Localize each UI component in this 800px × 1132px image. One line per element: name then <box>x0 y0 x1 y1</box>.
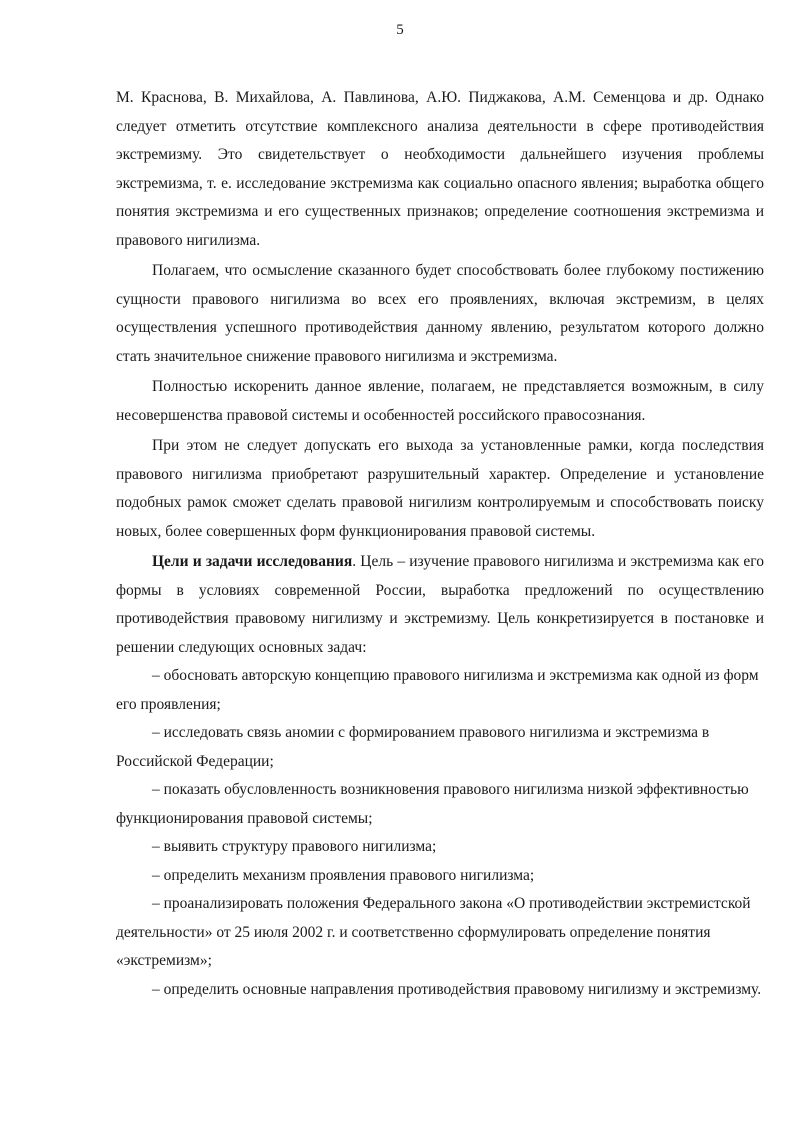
task-item: – определить механизм проявления правового нигилизма; <box>152 866 535 884</box>
task-item: – исследовать связь аномии с формированием правового нигилизма и экстремизма в Российской Федерации; <box>116 724 710 770</box>
document-body <box>116 84 764 1004</box>
paragraph: При этом не следует допускать его выхода за установленные рамки, когда последствия правового нигилизма приобретают разрушительный характер. Определение и установление подобных рамок сможет сделать правовой нигилизм контролируемым и способствовать поиску новых, более совершенных форм функционирования правовой системы. <box>116 437 764 540</box>
goals-heading: Цели и задачи исследования <box>152 553 353 570</box>
task-item: – определить основные направления противодействия правовому нигилизму и экстремизму. <box>152 980 762 998</box>
task-item: – выявить структуру правового нигилизма; <box>152 838 437 855</box>
paragraph: Полностью искоренить данное явление, полагаем, не представляется возможным, в силу несовершенства правовой системы и особенностей российского правосознания. <box>116 378 764 424</box>
task-item: – обосновать авторскую концепцию правового нигилизма и экстремизма как одной из форм его проявления; <box>116 667 759 713</box>
paragraph: М. Краснова, В. Михайлова, А. Павлинова, А.Ю. Пиджакова, А.М. Семенцова и др. Однако следует отметить отсутствие комплексного анализа деятельности в сфере противодействия экстремизму. Это свидетельствует о необходимости дальнейшего изучения проблемы экстремизма, т. е. исследование экстремизма как социально опасного явления; выработка общего понятия экстремизма и его существенных признаков; определение соотношения экстремизма и правового нигилизма. <box>116 89 764 249</box>
task-item: – показать обусловленность возникновения правового нигилизма низкой эффективностью функционирования правовой системы; <box>116 781 749 827</box>
paragraph: Полагаем, что осмысление сказанного будет способствовать более глубокому постижению сущности правового нигилизма во всех его проявлениях, включая экстремизм, в целях осуществления успешного противодействия данному явлению, результатом которого должно стать значительное снижение правового нигилизма и экстремизма. <box>116 262 764 365</box>
goals-text: . Цель – изучение правового нигилизма и экстремизма как его формы в условиях современной России, выработка предложений по осуществлению противодействия правовому нигилизму и экстремизму. Цель конкретизируется в постановке и решении следующих основных задач: <box>116 553 765 656</box>
goals-paragraph <box>116 548 764 662</box>
task-item: – проанализировать положения Федерального закона «О противодействии экстремистской деятельности» от 25 июля 2002 г. и соответственно сформулировать определение понятия «экстремизм»; <box>116 895 751 969</box>
page-number: 5 <box>396 22 404 38</box>
